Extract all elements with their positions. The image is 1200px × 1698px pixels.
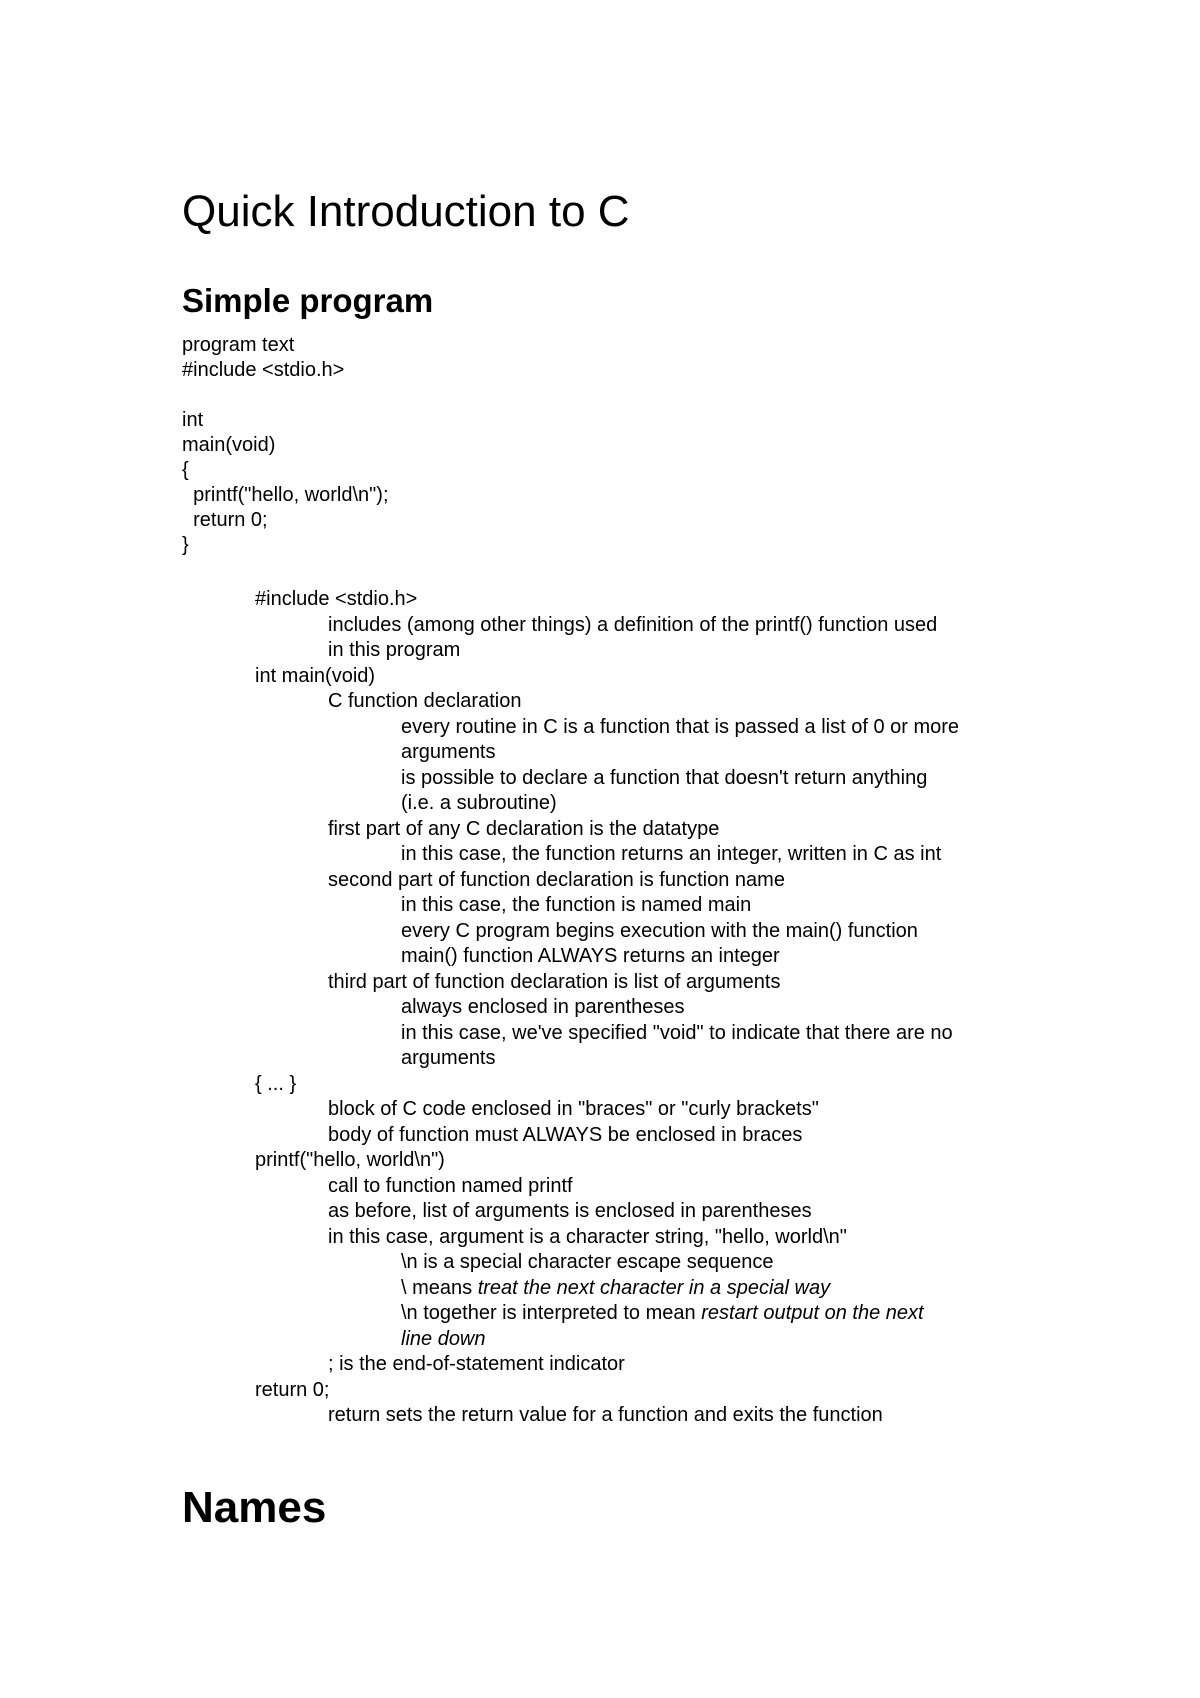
note-text: main() function ALWAYS returns an integer xyxy=(401,945,780,967)
note-text: as before, list of arguments is enclosed in parentheses xyxy=(328,1200,812,1222)
note-emphasis: treat the next character in a special way xyxy=(477,1276,831,1299)
note-text: second part of function declaration is function name xyxy=(328,868,785,891)
note-text: #include <stdio.h> xyxy=(255,588,418,610)
note-text: in this case, argument is a character string, "hello, world\n" xyxy=(328,1225,847,1248)
note-text: arguments xyxy=(401,1047,496,1069)
note-text: block of C code enclosed in "braces" or "curly brackets" xyxy=(328,1098,819,1120)
note-line xyxy=(182,638,1082,664)
note-text: { ... } xyxy=(255,1072,297,1095)
note-text: (i.e. a subroutine) xyxy=(401,792,557,814)
note-text: arguments xyxy=(401,741,496,763)
note-line xyxy=(182,664,1082,690)
note-line xyxy=(182,1225,1082,1251)
note-line xyxy=(182,1250,1082,1276)
note-text: C function declaration xyxy=(328,690,522,712)
code-line: program text xyxy=(182,334,295,356)
section-heading-simple-program: Simple program xyxy=(182,282,434,319)
note-line xyxy=(182,1021,1082,1047)
note-line xyxy=(182,1199,1082,1225)
code-line: int xyxy=(182,409,204,431)
note-text: every C program begins execution with the main() function xyxy=(401,919,918,942)
note-text: every routine in C is a function that is passed a list of 0 or more xyxy=(401,715,960,738)
note-line xyxy=(182,868,1082,894)
note-text: body of function must ALWAYS be enclosed in braces xyxy=(328,1123,803,1146)
note-line xyxy=(182,893,1082,919)
note-line xyxy=(182,1046,1082,1072)
program-explanation-notes xyxy=(182,587,1082,1429)
note-text: third part of function declaration is list of arguments xyxy=(328,970,781,993)
section-heading-names: Names xyxy=(182,1483,327,1532)
note-emphasis: line down xyxy=(401,1327,486,1350)
note-text: ; is the end-of-statement indicator xyxy=(328,1353,625,1375)
note-line xyxy=(182,715,1082,741)
note-line xyxy=(182,1148,1082,1174)
note-line xyxy=(182,1352,1082,1378)
document-title: Quick Introduction to C xyxy=(182,187,630,236)
code-line: } xyxy=(182,534,189,556)
note-line xyxy=(182,1174,1082,1200)
code-line: printf("hello, world\n"); xyxy=(182,484,389,506)
note-line xyxy=(182,740,1082,766)
note-text: is possible to declare a function that doesn't return anything xyxy=(401,766,928,789)
note-line xyxy=(182,791,1082,817)
note-line xyxy=(182,919,1082,945)
note-text: in this program xyxy=(328,639,461,661)
program-code-block xyxy=(182,333,389,558)
note-line xyxy=(182,995,1082,1021)
code-line: main(void) xyxy=(182,434,276,456)
note-line xyxy=(182,1123,1082,1149)
note-text: includes (among other things) a definition of the printf() function used xyxy=(328,613,938,636)
note-line xyxy=(182,1097,1082,1123)
note-text: int main(void) xyxy=(255,664,376,687)
note-line xyxy=(182,1378,1082,1404)
note-line xyxy=(182,944,1082,970)
note-line xyxy=(182,766,1082,792)
note-line xyxy=(182,1301,1082,1327)
code-line: { xyxy=(182,459,189,481)
note-text: always enclosed in parentheses xyxy=(401,996,685,1018)
note-text: call to function named printf xyxy=(328,1174,573,1197)
note-text: \n together is interpreted to mean xyxy=(401,1302,702,1324)
note-line xyxy=(182,1276,1082,1302)
note-line xyxy=(182,970,1082,996)
note-line xyxy=(182,689,1082,715)
code-line: return 0; xyxy=(182,509,268,531)
note-text: in this case, we've specified "void" to indicate that there are no xyxy=(401,1021,953,1044)
note-line xyxy=(182,613,1082,639)
note-text: \n is a special character escape sequence xyxy=(401,1251,774,1273)
note-line xyxy=(182,1072,1082,1098)
note-line xyxy=(182,587,1082,613)
note-line xyxy=(182,1403,1082,1429)
note-text: first part of any C declaration is the datatype xyxy=(328,817,720,840)
code-line xyxy=(182,383,389,408)
note-emphasis: restart output on the next xyxy=(701,1302,924,1324)
note-text: \ means xyxy=(401,1276,478,1299)
note-line xyxy=(182,1327,1082,1353)
note-text: in this case, the function is named main xyxy=(401,894,752,916)
note-line xyxy=(182,817,1082,843)
note-line xyxy=(182,842,1082,868)
note-text: in this case, the function returns an integer, written in C as int xyxy=(401,843,942,865)
note-text: printf("hello, world\n") xyxy=(255,1149,445,1171)
code-line: #include <stdio.h> xyxy=(182,359,345,381)
note-text: return sets the return value for a function and exits the function xyxy=(328,1404,883,1426)
note-text: return 0; xyxy=(255,1378,330,1401)
